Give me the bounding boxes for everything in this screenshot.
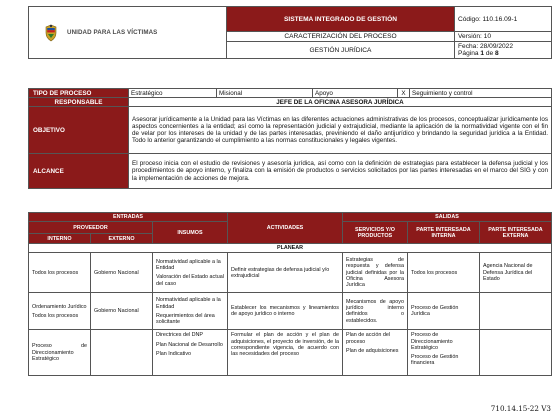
document-header	[28, 6, 552, 59]
parte-externa-cell	[480, 330, 552, 376]
parte-interna-cell: Proceso de Gestión Jurídica	[408, 293, 480, 330]
proveedor-item: Todos los procesos	[32, 312, 79, 319]
process-name: GESTIÓN JURÍDICA	[227, 42, 455, 59]
tipo-proceso-label: TIPO DE PROCESO	[29, 89, 129, 98]
servicio-cell	[343, 330, 408, 376]
parte-externa-cell	[480, 293, 552, 330]
parte-interna-cell	[408, 330, 480, 376]
parte-interna-cell: Todos los procesos	[408, 253, 480, 293]
proveedor-externo-cell: Gobierno Nacional	[91, 253, 153, 293]
process-matrix-table	[28, 212, 552, 376]
tipo-mark: X	[398, 89, 410, 98]
actividad-cell: Formular el plan de acción y el plan de adquisiciones, el proyecto de inversión, de la correspondiente vigencia, de acuerdo con las necesidades del proceso	[228, 330, 343, 376]
parte-item: Proceso de Direccionamiento Estratégico	[411, 332, 453, 351]
insumo-item: Directrices del DNP	[156, 332, 204, 339]
insumo-item: Valoración del Estado actual del caso	[156, 274, 224, 287]
servicios-header: SERVICIOS Y/O PRODUCTOS	[343, 222, 408, 244]
tipo-seguimiento: Seguimiento y control	[410, 89, 552, 98]
proveedor-interno-cell: Proceso de Direccionamiento Estratégico	[29, 330, 91, 376]
insumo-item: Normatividad aplicable a la Entidad	[156, 297, 221, 310]
insumo-item: Requerimientos del área solicitante	[156, 312, 215, 326]
proveedor-item: Ordenamiento Jurídico	[32, 303, 87, 310]
system-title: SISTEMA INTEGRADO DE GESTIÓN	[227, 7, 455, 32]
actividad-cell: Definir estrategias de defensa judicial y/o extrajudicial	[228, 253, 343, 293]
proveedor-externo-cell	[91, 330, 153, 376]
externo-header: EXTERNO	[91, 234, 153, 244]
servicio-item: Plan de acción del proceso	[346, 332, 391, 345]
document-version: Versión: 10	[455, 32, 552, 42]
document-type: CARACTERIZACIÓN DEL PROCESO	[227, 32, 455, 42]
insumos-cell	[153, 330, 228, 376]
salidas-header: SALIDAS	[343, 213, 552, 222]
objetivo-label: OBJETIVO	[29, 107, 129, 154]
parte-externa-header: PARTE INTERESADA EXTERNA	[480, 222, 552, 244]
page-number: Página 1 de 8	[458, 50, 499, 57]
document-date: Fecha: 28/09/2022	[458, 43, 513, 50]
proveedor-header: PROVEEDOR	[29, 222, 153, 234]
footer-code: 710.14.15-22 V3	[490, 404, 551, 413]
insumo-item: Plan Indicativo	[156, 350, 192, 357]
servicio-item: Plan de adquisiciones	[346, 347, 399, 354]
colombia-coat-of-arms-logo	[43, 24, 59, 42]
actividades-header: ACTIVIDADES	[228, 213, 343, 244]
interno-header: INTERNO	[29, 234, 91, 244]
servicio-cell: Estrategias de respuesta y defensa judicial definidas por la Oficina Asesora Jurídica	[343, 253, 408, 293]
insumo-item: Normatividad aplicable a la Entidad	[156, 258, 221, 271]
alcance-text: El proceso inicia con el estudio de revisiones y asesoría jurídica, así como con la definición de estrategias para establecer la defensa judicial y los procedimientos de apoyo interno, y finaliza con la emisión de productos o servicios solicitados por las partes interesadas en el marco del SIG y con la implementación de acciones de mejora.	[129, 154, 552, 189]
tipo-estrategico: Estratégico	[129, 89, 217, 98]
logo-cell	[29, 7, 227, 59]
parte-externa-cell: Agencia Nacional de Defensa Jurídica del Estado	[480, 253, 552, 293]
tipo-misional: Misional	[217, 89, 313, 98]
alcance-label: ALCANCE	[29, 154, 129, 189]
proveedor-externo-cell: Gobierno Nacional	[91, 293, 153, 330]
responsable-label: RESPONSABLE	[29, 98, 129, 107]
objetivo-text: Asesorar jurídicamente a la Unidad para las Víctimas en las diferentes actuaciones administrativas de los procesos, conceptualizar jurídicamente los aspectos concernientes a la entidad; así como la representación judicial y extrajudicial, mediante la aplicación de la normatividad vigente con el fin de velar por los intereses de la unidad y de las partes interesadas, previniendo el daño antijurídico y brindando la seguridad jurídica a la Entidad. Todo lo anterior garantizando el cumplimiento a las normas constitucionales y legales vigentes.	[129, 107, 552, 154]
process-info-table	[28, 88, 552, 189]
entradas-header: ENTRADAS	[29, 213, 228, 222]
proveedor-interno-cell	[29, 293, 91, 330]
table-row	[29, 330, 552, 376]
phase-planear: PLANEAR	[29, 244, 552, 253]
servicio-cell: Mecanismos de apoyo jurídico interno definidos o establecidos.	[343, 293, 408, 330]
entity-name: UNIDAD PARA LAS VÍCTIMAS	[67, 29, 158, 36]
insumo-item: Plan Nacional de Desarrollo	[156, 341, 223, 348]
tipo-apoyo: Apoyo	[313, 89, 398, 98]
insumos-header: INSUMOS	[153, 222, 228, 244]
document-code: Código: 110.16.09-1	[455, 7, 552, 32]
proveedor-interno-cell: Todos los procesos	[29, 253, 91, 293]
parte-interna-header: PARTE INTERESADA INTERNA	[408, 222, 480, 244]
insumos-cell	[153, 253, 228, 293]
table-row	[29, 293, 552, 330]
table-row	[29, 253, 552, 293]
date-page-cell	[455, 42, 552, 59]
insumos-cell	[153, 293, 228, 330]
responsable-value: JEFE DE LA OFICINA ASESORA JURÍDICA	[129, 98, 552, 107]
actividad-cell: Establecer los mecanismos y lineamientos de apoyo jurídico o interno	[228, 293, 343, 330]
parte-item: Proceso de Gestión financiera	[411, 354, 459, 367]
